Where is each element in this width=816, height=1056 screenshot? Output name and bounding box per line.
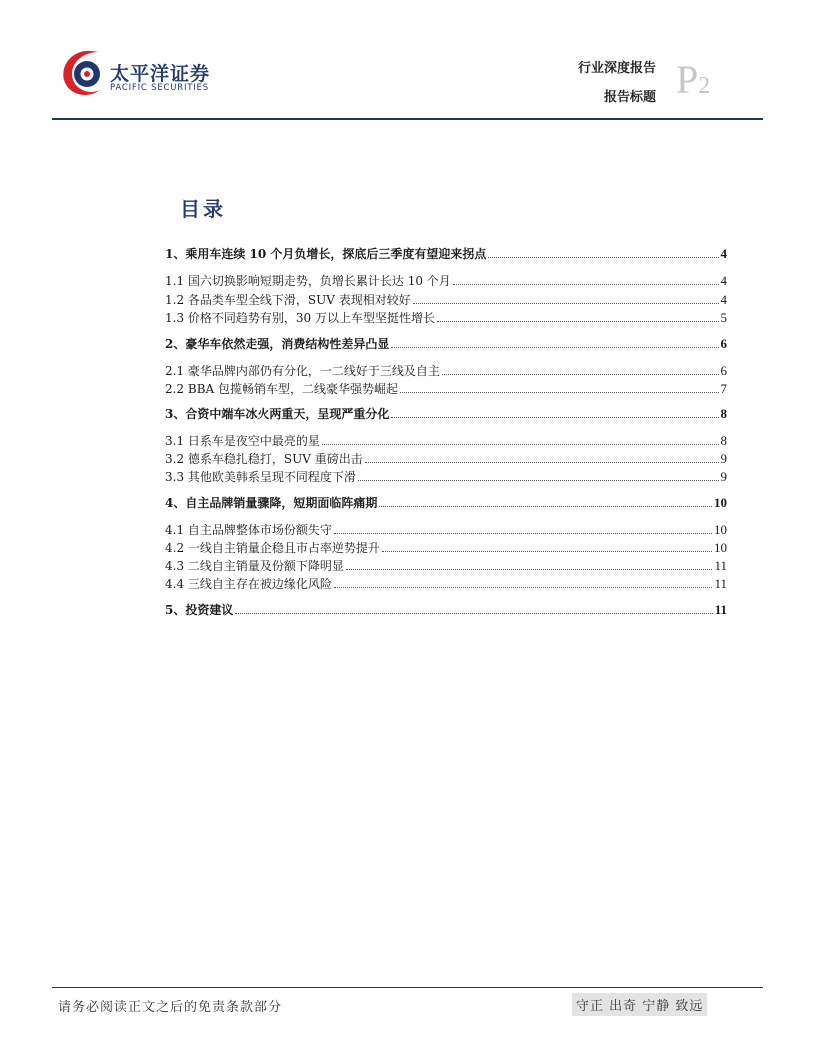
toc-entry-leader-dots [442,373,719,375]
toc-entry-page: 6 [720,336,727,351]
toc-entry-label: 2.2 BBA 包揽畅销车型，二线豪华强势崛起 [165,382,399,396]
toc-entry[interactable] [165,449,727,467]
toc-entry-page: 10 [714,495,727,510]
company-logo [58,44,218,100]
toc-entry-leader-dots [322,443,719,445]
toc-entry-leader-dots [437,320,719,322]
toc-entry-leader-dots [235,612,712,614]
footer-divider [52,987,763,988]
toc-entry[interactable] [165,379,727,397]
toc-entry-label: 1、乘用车连续 10 个月负增长，探底后三季度有望迎来拐点 [165,247,487,261]
toc-entry-page: 7 [720,381,727,396]
toc-heading: 目录 [180,197,226,221]
toc-entry[interactable] [165,271,727,289]
toc-entry-leader-dots [334,586,713,588]
toc-entry[interactable] [165,520,727,538]
toc-entry[interactable] [165,600,727,618]
toc-entry-page: 4 [720,273,727,288]
toc-entry-page: 10 [714,540,727,555]
toc-entry-page: 9 [720,451,727,466]
toc-entry-page: 4 [720,292,727,307]
toc-entry-page: 8 [720,433,727,448]
footer-disclaimer: 请务必阅读正文之后的免责条款部分 [58,1000,283,1015]
toc-entry-label: 4.2 一线自主销量企稳且市占率逆势提升 [165,541,380,555]
toc-entry-leader-dots [334,532,712,534]
toc-entry-leader-dots [413,302,719,304]
toc-entry[interactable] [165,556,727,574]
toc-entry-page: 11 [714,602,727,617]
toc-entry[interactable] [165,361,727,379]
toc-entry-label: 3.3 其他欧美韩系呈现不同程度下滑 [165,470,356,484]
toc-entry-label: 1.1 国六切换影响短期走势，负增长累计长达 10 个月 [165,274,451,288]
toc-entry-page: 10 [714,522,727,537]
toc-entry[interactable] [165,404,727,422]
toc-entry-leader-dots [391,416,718,418]
report-title: 报告标题 [604,90,657,105]
toc-entry-label: 2.1 豪华品牌内部仍有分化，一二线好于三线及自主 [165,364,440,378]
toc-entry[interactable] [165,290,727,308]
footer-motto: 守正 出奇 宁静 致远 [572,993,707,1016]
toc-entry-label: 5、投资建议 [165,603,234,617]
page-letter: P [676,57,699,102]
toc-entry-label: 2、豪华车依然走强，消费结构性差异凸显 [165,337,390,351]
toc-entry-label: 4、自主品牌销量骤降，短期面临阵痛期 [165,496,378,510]
toc-entry[interactable] [165,431,727,449]
toc-entry-leader-dots [346,568,713,570]
report-type: 行业深度报告 [578,61,657,76]
toc-entry-leader-dots [391,346,718,348]
toc-entry-label: 3、合资中端车冰火两重天，呈现严重分化 [165,407,390,421]
page-number [676,57,711,102]
toc-entry[interactable] [165,244,727,262]
header-divider [52,118,763,120]
toc-entry-leader-dots [488,256,718,258]
toc-entry-label: 4.1 自主品牌整体市场份额失守 [165,523,332,537]
toc-entry-leader-dots [400,391,718,393]
toc-entry[interactable] [165,308,727,326]
toc-entry-leader-dots [382,550,712,552]
toc-entry[interactable] [165,574,727,592]
toc-entry-label: 4.4 三线自主存在被边缘化风险 [165,577,332,591]
toc-entry[interactable] [165,467,727,485]
toc-entry-page: 11 [714,558,727,573]
toc-entry-label: 1.3 价格不同趋势有别，30 万以上车型坚挺性增长 [165,311,435,325]
toc-entry-leader-dots [365,461,719,463]
toc-entry-page: 8 [720,406,727,421]
toc-entry[interactable] [165,538,727,556]
logo-chinese-name: 太平洋证券 [110,63,211,85]
toc-entry-page: 11 [714,576,727,591]
toc-entry-label: 4.3 二线自主销量及份额下降明显 [165,559,344,573]
toc-entry-leader-dots [379,505,712,507]
toc-entry-leader-dots [358,479,719,481]
toc-entry[interactable] [165,334,727,352]
toc-entry-label: 3.1 日系车是夜空中最亮的星 [165,434,320,448]
page-digit: 2 [698,73,711,99]
toc-entry-page: 6 [720,363,727,378]
toc-entry-label: 1.2 各品类车型全线下滑，SUV 表现相对较好 [165,293,411,307]
toc-entry-page: 4 [720,246,727,261]
toc-entry-page: 5 [720,310,727,325]
pacific-securities-logo-icon [58,44,110,100]
logo-english-name: PACIFIC SECURITIES [110,83,209,93]
toc-entry-page: 9 [720,469,727,484]
toc-entry-leader-dots [453,283,719,285]
toc-entry-label: 3.2 德系车稳扎稳打，SUV 重磅出击 [165,452,363,466]
toc-entry[interactable] [165,493,727,511]
